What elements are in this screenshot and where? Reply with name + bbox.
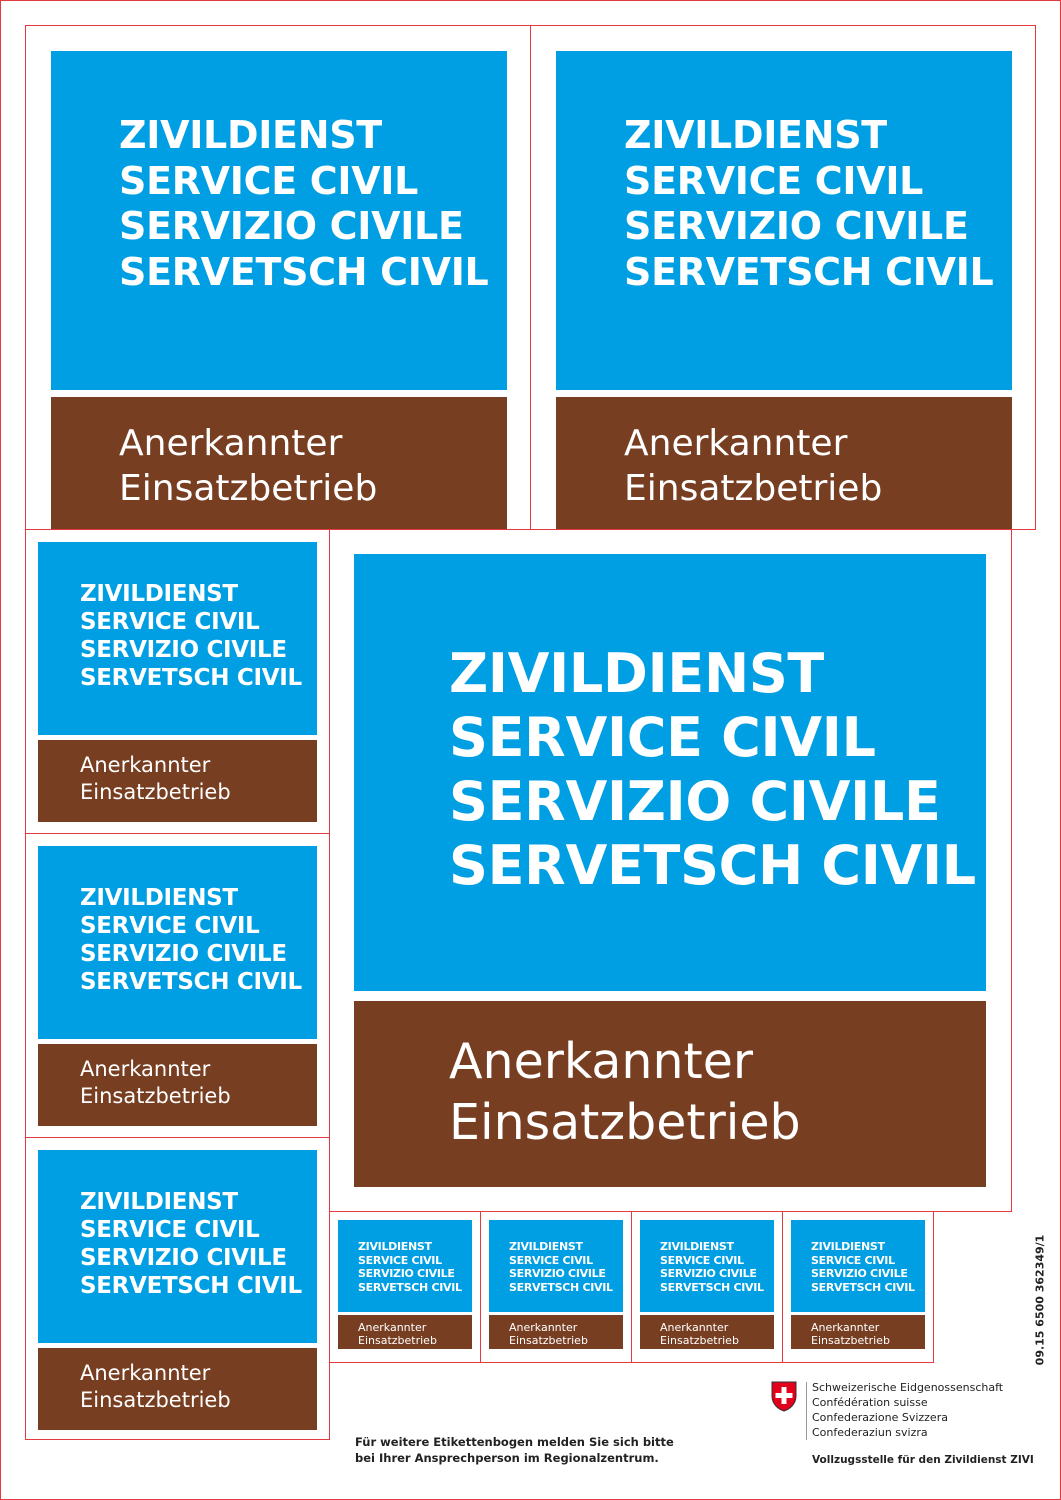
label-title-line: SERVETSCH CIVIL (624, 249, 994, 294)
label-title-line: SERVETSCH CIVIL (660, 1280, 764, 1294)
label-cell (782, 1211, 934, 1363)
zivildienst-label (338, 1220, 472, 1349)
federation-name-rm: Confederaziun svizra (812, 1426, 928, 1439)
label-cell (25, 833, 330, 1138)
label-subtitle-line: Anerkannter (119, 423, 343, 464)
label-title-line: SERVICE CIVIL (80, 1217, 260, 1243)
label-subtitle-line: Einsatzbetrieb (660, 1334, 739, 1347)
zivildienst-label (38, 846, 317, 1126)
zivildienst-label (489, 1220, 623, 1349)
label-subtitle-panel (38, 1044, 317, 1126)
label-cell (480, 1211, 632, 1363)
federation-name-fr: Confédération suisse (812, 1396, 928, 1409)
swiss-shield-icon (770, 1380, 798, 1412)
label-title-line: ZIVILDIENST (358, 1240, 432, 1253)
label-subtitle-line: Anerkannter (660, 1321, 729, 1334)
label-title-panel (338, 1220, 472, 1312)
label-subtitle-line: Anerkannter (449, 1033, 754, 1090)
label-subtitle-panel (640, 1315, 774, 1349)
label-title-line: SERVICE CIVIL (80, 913, 260, 939)
label-subtitle-line: Anerkannter (509, 1321, 578, 1334)
label-title-line: SERVETSCH CIVIL (80, 969, 302, 995)
federation-name-de: Schweizerische Eidgenossenschaft (812, 1381, 1004, 1394)
label-subtitle-line: Anerkannter (80, 1057, 211, 1081)
label-subtitle-line: Einsatzbetrieb (811, 1334, 890, 1347)
label-subtitle-line: Einsatzbetrieb (119, 468, 378, 509)
label-title-line: SERVIZIO CIVILE (624, 204, 969, 248)
zivildienst-label (38, 542, 317, 822)
label-title-line: ZIVILDIENST (119, 113, 382, 157)
label-title-line: SERVIZIO CIVILE (80, 1245, 287, 1271)
label-cell (25, 1137, 330, 1440)
label-title-line: SERVICE CIVIL (449, 706, 876, 769)
label-title-line: ZIVILDIENST (811, 1240, 885, 1253)
label-subtitle-panel (38, 1348, 317, 1430)
label-subtitle-line: Anerkannter (358, 1321, 427, 1334)
footer-note-line: Für weitere Etikettenbogen melden Sie sich bitte (355, 1435, 674, 1449)
federation-names (812, 1380, 1003, 1440)
label-title-line: SERVETSCH CIVIL (80, 1273, 302, 1299)
label-title-line: SERVETSCH CIVIL (509, 1280, 613, 1294)
label-title-line: SERVIZIO CIVILE (80, 637, 287, 663)
label-subtitle-panel (51, 397, 507, 530)
label-title-line: ZIVILDIENST (80, 885, 238, 911)
label-title-line: ZIVILDIENST (624, 113, 887, 157)
zivildienst-label (354, 554, 986, 1187)
label-subtitle-panel (556, 397, 1012, 530)
label-title-line: SERVETSCH CIVIL (358, 1280, 462, 1294)
label-title-line: SERVICE CIVIL (811, 1253, 895, 1267)
label-title-line: ZIVILDIENST (509, 1240, 583, 1253)
footer-note (355, 1434, 685, 1466)
label-title-panel (640, 1220, 774, 1312)
label-subtitle-panel (354, 1001, 986, 1187)
label-title-line: SERVIZIO CIVILE (811, 1267, 908, 1280)
zivildienst-label (791, 1220, 925, 1349)
label-cell (25, 529, 330, 834)
label-cell (631, 1211, 783, 1363)
label-subtitle-line: Einsatzbetrieb (80, 1388, 231, 1412)
label-title-line: SERVICE CIVIL (80, 609, 260, 635)
label-title-line: SERVIZIO CIVILE (358, 1267, 455, 1280)
zivildienst-label (556, 51, 1012, 530)
label-title-line: SERVETSCH CIVIL (449, 834, 976, 897)
federation-unit: Vollzugsstelle für den Zivildienst ZIVI (812, 1454, 1034, 1466)
label-title-line: SERVETSCH CIVIL (119, 249, 489, 294)
federation-divider (806, 1382, 807, 1440)
label-subtitle-line: Einsatzbetrieb (449, 1094, 801, 1151)
zivildienst-label (51, 51, 507, 530)
label-title-line: ZIVILDIENST (660, 1240, 734, 1253)
zivildienst-label (38, 1150, 317, 1430)
label-subtitle-panel (338, 1315, 472, 1349)
label-subtitle-line: Anerkannter (624, 423, 848, 464)
print-code (1030, 1235, 1050, 1365)
label-title-panel (791, 1220, 925, 1312)
label-subtitle-panel (791, 1315, 925, 1349)
label-title-line: SERVETSCH CIVIL (811, 1280, 915, 1294)
label-subtitle-line: Einsatzbetrieb (509, 1334, 588, 1347)
label-subtitle-panel (38, 740, 317, 822)
label-title-line: ZIVILDIENST (449, 642, 824, 705)
label-title-line: SERVICE CIVIL (624, 158, 924, 203)
label-subtitle-line: Anerkannter (80, 1361, 211, 1385)
label-title-line: SERVIZIO CIVILE (80, 941, 287, 967)
label-title-line: SERVIZIO CIVILE (660, 1267, 757, 1280)
label-title-panel (556, 51, 1012, 390)
label-title-line: SERVICE CIVIL (119, 158, 419, 203)
label-cell (329, 529, 1012, 1212)
label-title-panel (38, 846, 317, 1039)
label-subtitle-line: Einsatzbetrieb (624, 468, 883, 509)
footer-note-line: bei Ihrer Ansprechperson im Regionalzentrum. (355, 1451, 659, 1465)
label-subtitle-panel (489, 1315, 623, 1349)
label-title-panel (51, 51, 507, 390)
label-title-line: SERVICE CIVIL (358, 1253, 442, 1267)
label-cell (25, 25, 531, 530)
label-title-line: SERVETSCH CIVIL (80, 665, 302, 691)
label-title-panel (354, 554, 986, 991)
label-title-line: ZIVILDIENST (80, 1189, 238, 1215)
label-cell (329, 1211, 481, 1363)
label-subtitle-line: Einsatzbetrieb (80, 780, 231, 804)
label-cell (530, 25, 1036, 530)
print-code-text: 09.15 6500 362349/1 (1033, 1234, 1047, 1366)
label-title-panel (38, 542, 317, 735)
federation-name-it: Confederazione Svizzera (812, 1411, 948, 1424)
label-title-line: SERVICE CIVIL (660, 1253, 744, 1267)
label-title-panel (38, 1150, 317, 1343)
label-title-line: SERVIZIO CIVILE (119, 204, 464, 248)
label-title-line: ZIVILDIENST (80, 581, 238, 607)
label-subtitle-line: Anerkannter (80, 753, 211, 777)
label-subtitle-line: Anerkannter (811, 1321, 880, 1334)
label-subtitle-line: Einsatzbetrieb (80, 1084, 231, 1108)
label-subtitle-line: Einsatzbetrieb (358, 1334, 437, 1347)
label-title-line: SERVIZIO CIVILE (449, 770, 941, 833)
label-title-line: SERVICE CIVIL (509, 1253, 593, 1267)
label-title-panel (489, 1220, 623, 1312)
label-title-line: SERVIZIO CIVILE (509, 1267, 606, 1280)
zivildienst-label (640, 1220, 774, 1349)
